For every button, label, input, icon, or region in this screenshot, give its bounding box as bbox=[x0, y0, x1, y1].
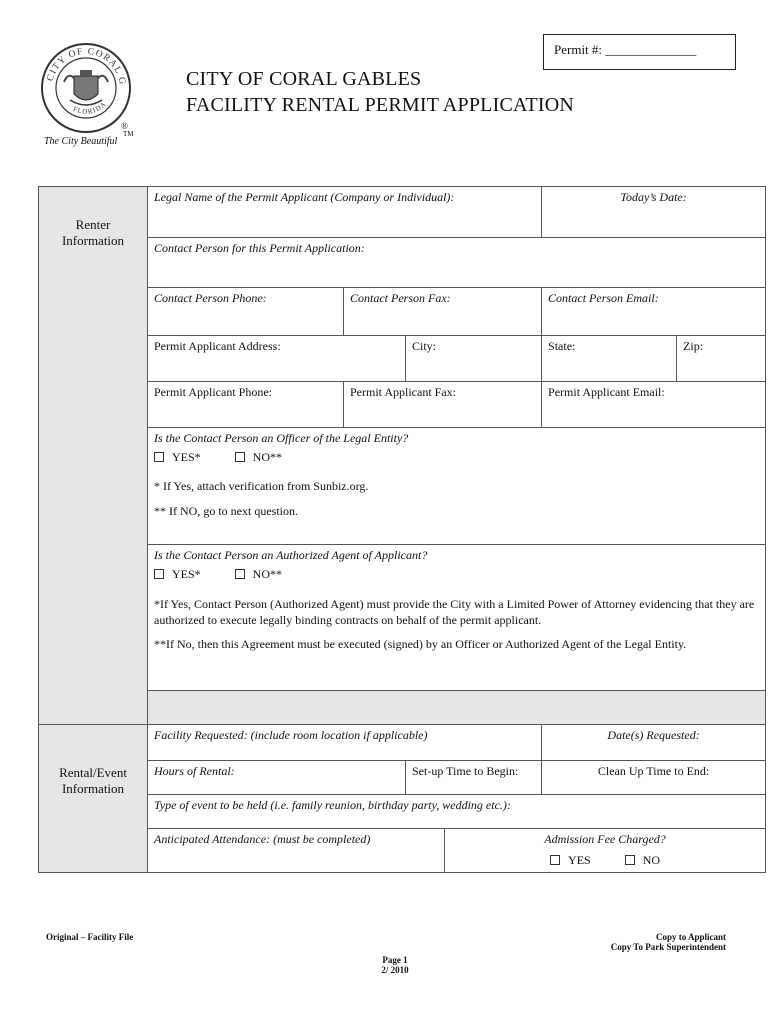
officer-no-checkbox[interactable] bbox=[235, 452, 245, 462]
section-divider bbox=[148, 691, 766, 725]
title-line-1: CITY OF CORAL GABLES bbox=[186, 68, 422, 90]
revision-date: 2/ 2010 bbox=[381, 965, 409, 975]
permit-number-label: Permit #: ______________ bbox=[554, 42, 697, 57]
dates-requested-field[interactable]: Date(s) Requested: bbox=[542, 725, 766, 761]
agent-note-no: **If No, then this Agreement must be executed (signed) by an Officer or Authorized Agent of the Legal Entity. bbox=[154, 637, 687, 651]
admission-fee-field bbox=[445, 829, 766, 873]
applicant-fax-field[interactable]: Permit Applicant Fax: bbox=[344, 382, 542, 428]
fee-yes-label: YES bbox=[568, 853, 591, 867]
city-seal-logo bbox=[40, 42, 132, 134]
applicant-email-field[interactable]: Permit Applicant Email: bbox=[542, 382, 766, 428]
officer-note-no: ** If NO, go to next question. bbox=[154, 504, 298, 518]
page-number: Page 1 bbox=[382, 955, 408, 965]
fee-no-label: NO bbox=[642, 853, 661, 867]
facility-requested-field[interactable]: Facility Requested: (include room location if applicable) bbox=[148, 725, 542, 761]
city-tagline: The City Beautiful bbox=[44, 136, 118, 147]
hours-of-rental-field[interactable]: Hours of Rental: bbox=[148, 761, 406, 795]
agent-question-block bbox=[148, 545, 766, 691]
fee-no-checkbox[interactable] bbox=[625, 855, 635, 865]
rental-section-label: Rental/Event Information bbox=[39, 725, 148, 873]
footer-page bbox=[345, 955, 445, 975]
contact-email-field[interactable]: Contact Person Email: bbox=[542, 288, 766, 336]
todays-date-field[interactable]: Today’s Date: bbox=[542, 187, 766, 238]
officer-yes-label: YES* bbox=[172, 450, 201, 464]
page-title bbox=[186, 66, 574, 118]
city-field[interactable]: City: bbox=[406, 336, 542, 382]
event-type-field[interactable]: Type of event to be held (i.e. family reunion, birthday party, wedding etc.): bbox=[148, 795, 766, 829]
zip-field[interactable]: Zip: bbox=[677, 336, 766, 382]
officer-no-label: NO** bbox=[252, 450, 283, 464]
registered-mark: ® bbox=[121, 121, 128, 131]
title-line-2: FACILITY RENTAL PERMIT APPLICATION bbox=[186, 94, 574, 116]
legal-name-field[interactable]: Legal Name of the Permit Applicant (Company or Individual): bbox=[148, 187, 542, 238]
footer-copy-park: Copy To Park Superintendent bbox=[610, 942, 726, 952]
state-field[interactable]: State: bbox=[542, 336, 677, 382]
footer-original: Original – Facility File bbox=[46, 932, 134, 942]
officer-question-block bbox=[148, 428, 766, 545]
trademark-mark: TM bbox=[123, 130, 134, 138]
footer-copy-applicant: Copy to Applicant bbox=[655, 932, 726, 942]
officer-note-yes: * If Yes, attach verification from Sunbiz.org. bbox=[154, 479, 369, 493]
svg-text:CITY OF CORAL GABLES: CITY OF CORAL G bbox=[45, 46, 128, 87]
contact-phone-field[interactable]: Contact Person Phone: bbox=[148, 288, 344, 336]
permit-number-box bbox=[543, 34, 736, 70]
svg-text:FLORIDA: FLORIDA bbox=[71, 99, 109, 116]
agent-question: Is the Contact Person an Authorized Agent of Applicant? bbox=[154, 548, 428, 562]
applicant-phone-field[interactable]: Permit Applicant Phone: bbox=[148, 382, 344, 428]
applicant-address-field[interactable]: Permit Applicant Address: bbox=[148, 336, 406, 382]
renter-section-label: Renter Information bbox=[39, 187, 148, 725]
agent-note-yes: *If Yes, Contact Person (Authorized Agent) must provide the City with a Limited Power of Attorney evidencing that they are authorized to execute legally binding contracts on behalf of the permit applicant. bbox=[154, 597, 755, 627]
fee-yes-checkbox[interactable] bbox=[550, 855, 560, 865]
officer-yes-checkbox[interactable] bbox=[154, 452, 164, 462]
admission-fee-question: Admission Fee Charged? bbox=[544, 832, 666, 846]
contact-fax-field[interactable]: Contact Person Fax: bbox=[344, 288, 542, 336]
setup-time-field[interactable]: Set-up Time to Begin: bbox=[406, 761, 542, 795]
footer-copies bbox=[611, 932, 726, 952]
agent-yes-label: YES* bbox=[172, 567, 201, 581]
rental-form-table bbox=[38, 186, 766, 873]
agent-no-checkbox[interactable] bbox=[235, 569, 245, 579]
cleanup-time-field[interactable]: Clean Up Time to End: bbox=[542, 761, 766, 795]
officer-question: Is the Contact Person an Officer of the Legal Entity? bbox=[154, 431, 409, 445]
agent-no-label: NO** bbox=[252, 567, 283, 581]
agent-yes-checkbox[interactable] bbox=[154, 569, 164, 579]
attendance-field[interactable]: Anticipated Attendance: (must be completed) bbox=[148, 829, 445, 873]
contact-person-field[interactable]: Contact Person for this Permit Application: bbox=[148, 238, 766, 288]
